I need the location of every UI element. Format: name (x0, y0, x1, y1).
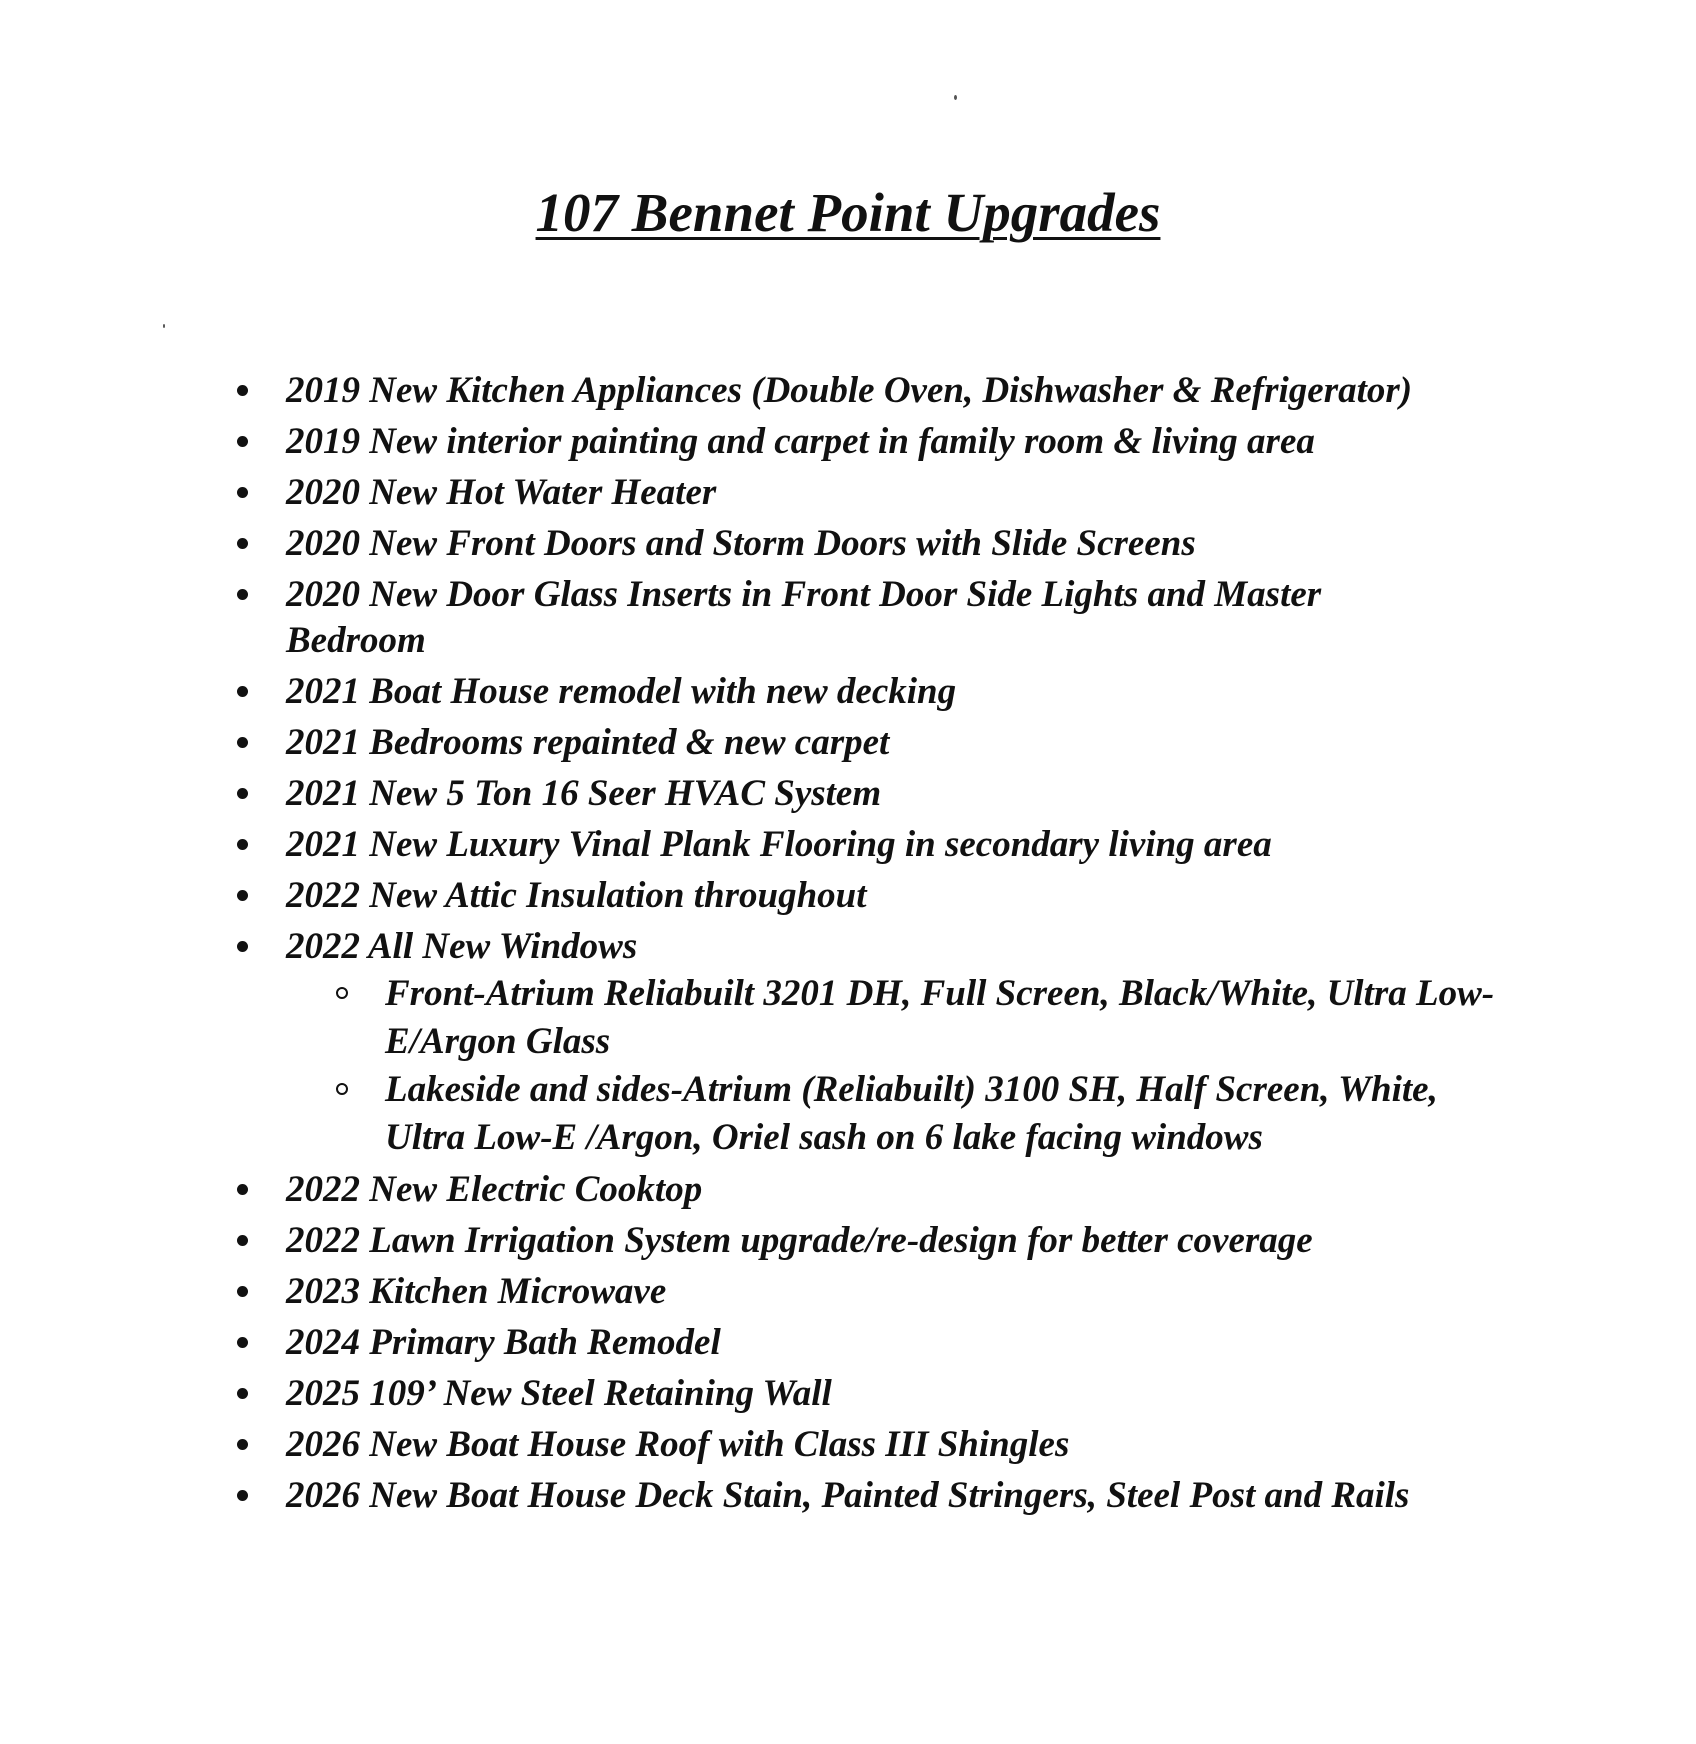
list-item-text: 2026 New Boat House Deck Stain, Painted Stringers, Steel Post and Rails (286, 1475, 1410, 1516)
bullet-icon (237, 487, 248, 498)
bullet-icon (237, 589, 248, 600)
sub-list-item (233, 1066, 1673, 1162)
list-item-text: 2022 Lawn Irrigation System upgrade/re-design for better coverage (286, 1220, 1313, 1261)
sub-list-item-text: Front-Atrium Reliabuilt 3201 DH, Full Screen, Black/White, Ultra Low-E/Argon Glass (385, 973, 1495, 1062)
bullet-icon (237, 890, 248, 901)
list-item-text: 2020 New Hot Water Heater (286, 472, 717, 513)
bullet-icon (237, 1235, 248, 1246)
list-item (233, 771, 1673, 817)
list-item (233, 822, 1673, 868)
list-item-text: 2021 New 5 Ton 16 Seer HVAC System (286, 773, 882, 814)
list-item (233, 1269, 1673, 1315)
bullet-icon (237, 436, 248, 447)
upgrades-list (233, 368, 1673, 1524)
list-item (233, 470, 1673, 516)
document-title-text: 107 Bennet Point Upgrades (535, 182, 1161, 243)
list-item-text: 2019 New Kitchen Appliances (Double Oven, Dishwasher & Refrigerator) (286, 370, 1413, 411)
bullet-icon (237, 385, 248, 396)
list-item-text: 2026 New Boat House Roof with Class III Shingles (286, 1424, 1070, 1465)
list-item-text: 2022 New Attic Insulation throughout (286, 875, 867, 916)
hollow-bullet-icon (336, 1083, 348, 1095)
bullet-icon (237, 1490, 248, 1501)
list-item (233, 669, 1673, 715)
list-item-text: 2024 Primary Bath Remodel (286, 1322, 721, 1363)
bullet-icon (237, 686, 248, 697)
scan-speck (954, 95, 957, 100)
bullet-icon (237, 1184, 248, 1195)
list-item (233, 924, 1673, 1162)
list-item-text: 2023 Kitchen Microwave (286, 1271, 667, 1312)
windows-sublist (233, 970, 1673, 1162)
list-item (233, 1371, 1673, 1417)
bullet-icon (237, 538, 248, 549)
hollow-bullet-icon (336, 987, 348, 999)
bullet-icon (237, 788, 248, 799)
list-item (233, 1218, 1673, 1264)
list-item (233, 1473, 1673, 1519)
list-item (233, 368, 1673, 414)
bullet-icon (237, 941, 248, 952)
bullet-icon (237, 1439, 248, 1450)
bullet-icon (237, 1337, 248, 1348)
bullet-icon (237, 1388, 248, 1399)
list-item (233, 1422, 1673, 1468)
scan-speck (163, 324, 165, 328)
list-item-text: 2019 New interior painting and carpet in family room & living area (286, 421, 1315, 462)
list-item-text: 2025 109’ New Steel Retaining Wall (286, 1373, 832, 1414)
list-item-text: 2020 New Door Glass Inserts in Front Door Side Lights and Master Bedroom (286, 574, 1322, 661)
list-item-text: 2020 New Front Doors and Storm Doors with Slide Screens (286, 523, 1196, 564)
list-item (233, 572, 1673, 664)
bullet-icon (237, 737, 248, 748)
list-item (233, 1167, 1673, 1213)
list-item-text: 2022 All New Windows (286, 926, 638, 967)
list-item (233, 873, 1673, 919)
list-item (233, 1320, 1673, 1366)
bullet-icon (237, 1286, 248, 1297)
list-item-text: 2021 Boat House remodel with new decking (286, 671, 957, 712)
list-item (233, 720, 1673, 766)
list-item-text: 2021 Bedrooms repainted & new carpet (286, 722, 890, 763)
list-item (233, 419, 1673, 465)
sub-list-item-text: Lakeside and sides-Atrium (Reliabuilt) 3100 SH, Half Screen, White, Ultra Low-E /Argon, Oriel sash on 6 lake facing windows (385, 1069, 1438, 1158)
list-item (233, 521, 1673, 567)
sub-list-item (233, 970, 1673, 1066)
document-title (0, 183, 1696, 244)
list-item-text: 2022 New Electric Cooktop (286, 1169, 703, 1210)
bullet-icon (237, 839, 248, 850)
list-item-text: 2021 New Luxury Vinal Plank Flooring in secondary living area (286, 824, 1272, 865)
